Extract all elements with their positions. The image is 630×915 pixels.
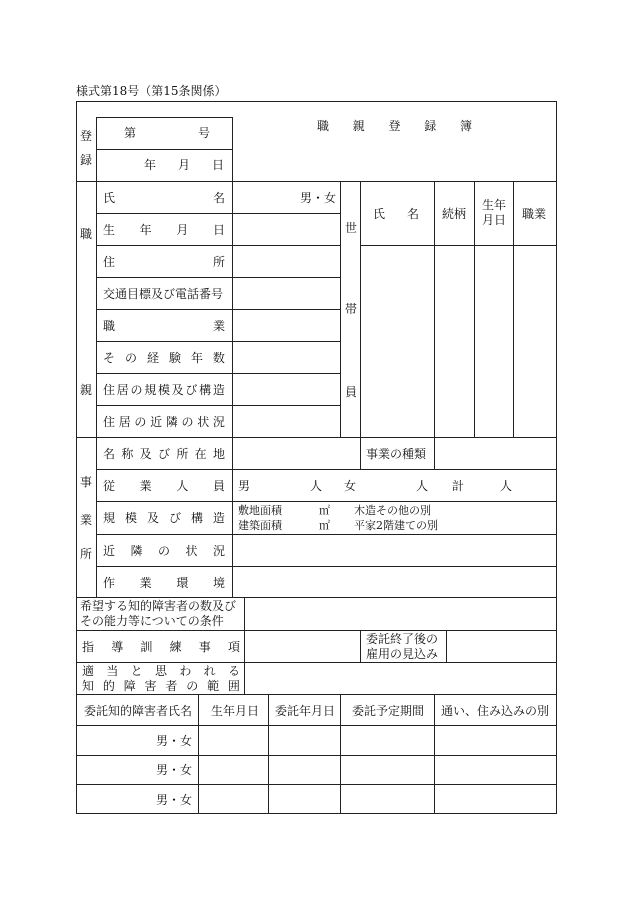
- housing-label: 住 居 の 規 模 及 び 構 造: [103, 383, 225, 397]
- registration-label-top: 登: [80, 129, 93, 143]
- register-heading: 職 親 登 録 簿: [317, 119, 472, 133]
- suitable-range-label-2: 知 的 障 害 者 の 範 囲: [82, 679, 240, 693]
- registration-date-label: 年 月 日: [144, 158, 224, 172]
- address-label: 住 所: [103, 255, 225, 269]
- household-label-1: 世: [345, 221, 358, 235]
- transport-label: 交通目標及び電話番号: [103, 287, 224, 301]
- employees-female: 女: [344, 479, 357, 493]
- employees-male-unit: 人: [310, 479, 323, 493]
- form-title: 様式第18号（第15条関係）: [76, 84, 227, 98]
- household-occupation-header: 職業: [522, 207, 547, 221]
- registration-label-bottom: 録: [80, 153, 93, 167]
- business-label-2: 業: [80, 513, 93, 527]
- consignment-row-1-gender: 男・女: [155, 734, 192, 748]
- gender-option: 男・女: [300, 191, 337, 205]
- business-neighborhood-label: 近 隣 の 状 況: [103, 544, 225, 558]
- building-area-unit: ㎡: [319, 519, 330, 532]
- home-neighborhood-label: 住 居 の 近 隣 の 状 況: [103, 415, 225, 429]
- consignment-header-period: 委託予定期間: [352, 704, 425, 718]
- consignment-header-date: 委託年月日: [275, 704, 336, 718]
- employment-outlook-label: 委託終了後の 雇用の見込み: [366, 632, 439, 661]
- building-area-label: 建築面積: [238, 519, 282, 532]
- name-label: 氏 名: [103, 191, 225, 205]
- employees-label: 従 業 人 員: [103, 479, 225, 493]
- desired-conditions-label: 希望する知的障害者の数及び その能力等についての条件: [80, 599, 237, 628]
- consignment-row-3-gender: 男・女: [155, 793, 192, 807]
- business-type-label: 事業の種類: [366, 447, 427, 461]
- scale-label: 規 模 及 び 構 造: [103, 511, 225, 525]
- registration-number-label: 第 号: [124, 126, 210, 140]
- employees-total: 計: [452, 479, 465, 493]
- business-label-1: 事: [80, 475, 93, 489]
- site-area-unit: ㎡: [319, 504, 330, 517]
- consignment-header-name: 委託知的障害者氏名: [84, 704, 193, 718]
- employees-male: 男: [238, 479, 251, 493]
- household-relation-header: 続柄: [442, 207, 467, 221]
- business-name-location-label: 名 称 及 び 所 在 地: [103, 447, 225, 461]
- household-name-header: 氏 名: [373, 207, 419, 221]
- business-label-3: 所: [80, 547, 93, 561]
- shokushin-label-bottom: 親: [80, 383, 93, 397]
- employees-female-unit: 人: [416, 479, 429, 493]
- household-label-2: 帯: [345, 302, 358, 316]
- birth-label: 生 年 月 日: [103, 223, 225, 237]
- consignment-row-2-gender: 男・女: [155, 763, 192, 777]
- household-label-3: 員: [345, 385, 358, 399]
- wooden-other-label: 木造その他の別: [354, 504, 431, 517]
- occupation-label: 職 業: [103, 319, 225, 333]
- suitable-range-label-1: 適 当 と 思 わ れ る: [82, 664, 240, 678]
- storey-type-label: 平家2階建ての別: [354, 519, 438, 532]
- household-birth-header: 生年 月日: [482, 198, 507, 227]
- experience-label: そ の 経 験 年 数: [103, 351, 225, 365]
- training-label: 指 導 訓 練 事 項: [82, 640, 240, 654]
- environment-label: 作 業 環 境: [103, 576, 225, 590]
- site-area-label: 敷地面積: [238, 504, 282, 517]
- employees-total-unit: 人: [500, 479, 513, 493]
- shokushin-label-top: 職: [80, 227, 93, 241]
- consignment-header-birth: 生年月日: [211, 704, 260, 718]
- consignment-header-commute: 通い、住み込みの別: [441, 704, 550, 718]
